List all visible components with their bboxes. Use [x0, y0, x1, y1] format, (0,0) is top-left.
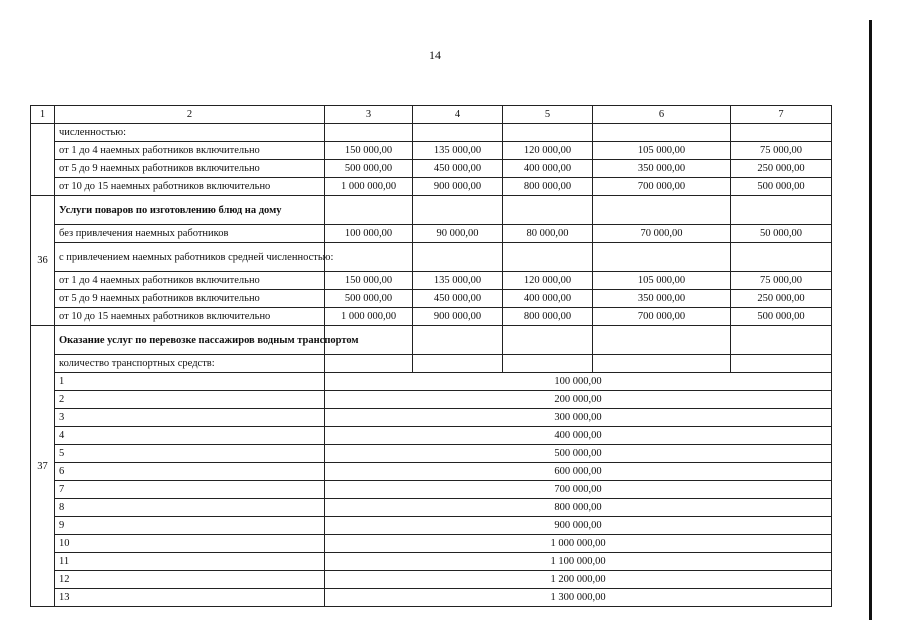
value-cell-col4: 450 000,00 [413, 160, 503, 178]
table-row [31, 355, 832, 373]
table-row [31, 463, 832, 481]
table-row [31, 571, 832, 589]
empty-cell [325, 124, 413, 142]
table-row [31, 178, 832, 196]
vehicle-count: 7 [55, 481, 325, 499]
empty-cell [503, 355, 593, 373]
empty-cell [325, 243, 413, 272]
table-row [31, 160, 832, 178]
empty-cell [593, 326, 731, 355]
merged-value-cell: 700 000,00 [325, 481, 832, 499]
table-row [31, 308, 832, 326]
vehicle-count: 5 [55, 445, 325, 463]
row-number-cell [31, 124, 55, 196]
row-label: количество транспортных средств: [55, 355, 325, 373]
row-label: от 5 до 9 наемных работников включительно [55, 290, 325, 308]
row-label: с привлечением наемных работников средней численностью: [55, 243, 325, 272]
empty-cell [413, 355, 503, 373]
column-header-1: 1 [31, 106, 55, 124]
empty-cell [503, 124, 593, 142]
table-row [31, 409, 832, 427]
value-cell-col7: 50 000,00 [731, 225, 832, 243]
header-row [31, 106, 832, 124]
value-cell-col7: 250 000,00 [731, 160, 832, 178]
table-row [31, 373, 832, 391]
table-row [31, 553, 832, 571]
table-row [31, 499, 832, 517]
table-row [31, 535, 832, 553]
value-cell-col5: 120 000,00 [503, 142, 593, 160]
value-cell-col6: 105 000,00 [593, 272, 731, 290]
row-label: от 1 до 4 наемных работников включительно [55, 142, 325, 160]
merged-value-cell: 100 000,00 [325, 373, 832, 391]
table-row [31, 427, 832, 445]
row-label: от 1 до 4 наемных работников включительно [55, 272, 325, 290]
column-header-4: 4 [413, 106, 503, 124]
value-cell-col5: 400 000,00 [503, 290, 593, 308]
vehicle-count: 11 [55, 553, 325, 571]
row-label: без привлечения наемных работников [55, 225, 325, 243]
vehicle-count: 9 [55, 517, 325, 535]
vehicle-count: 2 [55, 391, 325, 409]
vehicle-count: 8 [55, 499, 325, 517]
value-cell-col7: 75 000,00 [731, 272, 832, 290]
section-title: Оказание услуг по перевозке пассажиров водным транспортом [55, 326, 325, 355]
table-row [31, 589, 832, 607]
table-row [31, 481, 832, 499]
table-row [31, 290, 832, 308]
value-cell-col3: 100 000,00 [325, 225, 413, 243]
row-number-cell: 37 [31, 326, 55, 607]
empty-cell [731, 124, 832, 142]
table-row [31, 142, 832, 160]
vehicle-count: 3 [55, 409, 325, 427]
empty-cell [413, 243, 503, 272]
value-cell-col7: 500 000,00 [731, 308, 832, 326]
value-cell-col6: 350 000,00 [593, 290, 731, 308]
empty-cell [593, 124, 731, 142]
empty-cell [413, 326, 503, 355]
merged-value-cell: 1 000 000,00 [325, 535, 832, 553]
row-label: численностью: [55, 124, 325, 142]
merged-value-cell: 1 300 000,00 [325, 589, 832, 607]
column-header-6: 6 [593, 106, 731, 124]
table-row [31, 243, 832, 272]
merged-value-cell: 800 000,00 [325, 499, 832, 517]
empty-cell [593, 196, 731, 225]
empty-cell [413, 124, 503, 142]
value-cell-col6: 700 000,00 [593, 308, 731, 326]
value-cell-col7: 75 000,00 [731, 142, 832, 160]
table-row [31, 445, 832, 463]
value-cell-col7: 500 000,00 [731, 178, 832, 196]
empty-cell [503, 243, 593, 272]
value-cell-col4: 450 000,00 [413, 290, 503, 308]
value-cell-col3: 1 000 000,00 [325, 308, 413, 326]
value-cell-col5: 400 000,00 [503, 160, 593, 178]
value-cell-col5: 800 000,00 [503, 178, 593, 196]
vehicle-count: 13 [55, 589, 325, 607]
empty-cell [503, 196, 593, 225]
value-cell-col4: 135 000,00 [413, 272, 503, 290]
value-cell-col7: 250 000,00 [731, 290, 832, 308]
value-cell-col3: 150 000,00 [325, 272, 413, 290]
empty-cell [731, 355, 832, 373]
table-row [31, 326, 832, 355]
vehicle-count: 10 [55, 535, 325, 553]
value-cell-col6: 350 000,00 [593, 160, 731, 178]
empty-cell [413, 196, 503, 225]
table-row [31, 225, 832, 243]
value-cell-col6: 700 000,00 [593, 178, 731, 196]
table-row [31, 391, 832, 409]
merged-value-cell: 1 100 000,00 [325, 553, 832, 571]
empty-cell [503, 326, 593, 355]
column-header-5: 5 [503, 106, 593, 124]
value-cell-col3: 1 000 000,00 [325, 178, 413, 196]
empty-cell [325, 355, 413, 373]
merged-value-cell: 300 000,00 [325, 409, 832, 427]
value-cell-col4: 135 000,00 [413, 142, 503, 160]
table-row [31, 517, 832, 535]
vehicle-count: 4 [55, 427, 325, 445]
merged-value-cell: 900 000,00 [325, 517, 832, 535]
table-row [31, 196, 832, 225]
tariff-table [30, 105, 832, 607]
scan-edge-line [869, 20, 872, 620]
value-cell-col6: 70 000,00 [593, 225, 731, 243]
column-header-7: 7 [731, 106, 832, 124]
value-cell-col4: 900 000,00 [413, 178, 503, 196]
column-header-3: 3 [325, 106, 413, 124]
page-number: 14 [429, 48, 441, 62]
value-cell-col5: 120 000,00 [503, 272, 593, 290]
column-header-2: 2 [55, 106, 325, 124]
table-row [31, 272, 832, 290]
empty-cell [593, 243, 731, 272]
empty-cell [731, 326, 832, 355]
merged-value-cell: 500 000,00 [325, 445, 832, 463]
empty-cell [325, 196, 413, 225]
row-label: от 5 до 9 наемных работников включительно [55, 160, 325, 178]
vehicle-count: 1 [55, 373, 325, 391]
value-cell-col5: 80 000,00 [503, 225, 593, 243]
vehicle-count: 6 [55, 463, 325, 481]
value-cell-col5: 800 000,00 [503, 308, 593, 326]
table-row [31, 124, 832, 142]
merged-value-cell: 400 000,00 [325, 427, 832, 445]
value-cell-col3: 500 000,00 [325, 290, 413, 308]
merged-value-cell: 600 000,00 [325, 463, 832, 481]
value-cell-col4: 90 000,00 [413, 225, 503, 243]
value-cell-col4: 900 000,00 [413, 308, 503, 326]
merged-value-cell: 1 200 000,00 [325, 571, 832, 589]
value-cell-col3: 500 000,00 [325, 160, 413, 178]
value-cell-col3: 150 000,00 [325, 142, 413, 160]
value-cell-col6: 105 000,00 [593, 142, 731, 160]
empty-cell [731, 196, 832, 225]
row-label: от 10 до 15 наемных работников включительно [55, 308, 325, 326]
section-title: Услуги поваров по изготовлению блюд на дому [55, 196, 325, 225]
row-number-cell: 36 [31, 196, 55, 326]
empty-cell [593, 355, 731, 373]
vehicle-count: 12 [55, 571, 325, 589]
empty-cell [731, 243, 832, 272]
merged-value-cell: 200 000,00 [325, 391, 832, 409]
row-label: от 10 до 15 наемных работников включительно [55, 178, 325, 196]
